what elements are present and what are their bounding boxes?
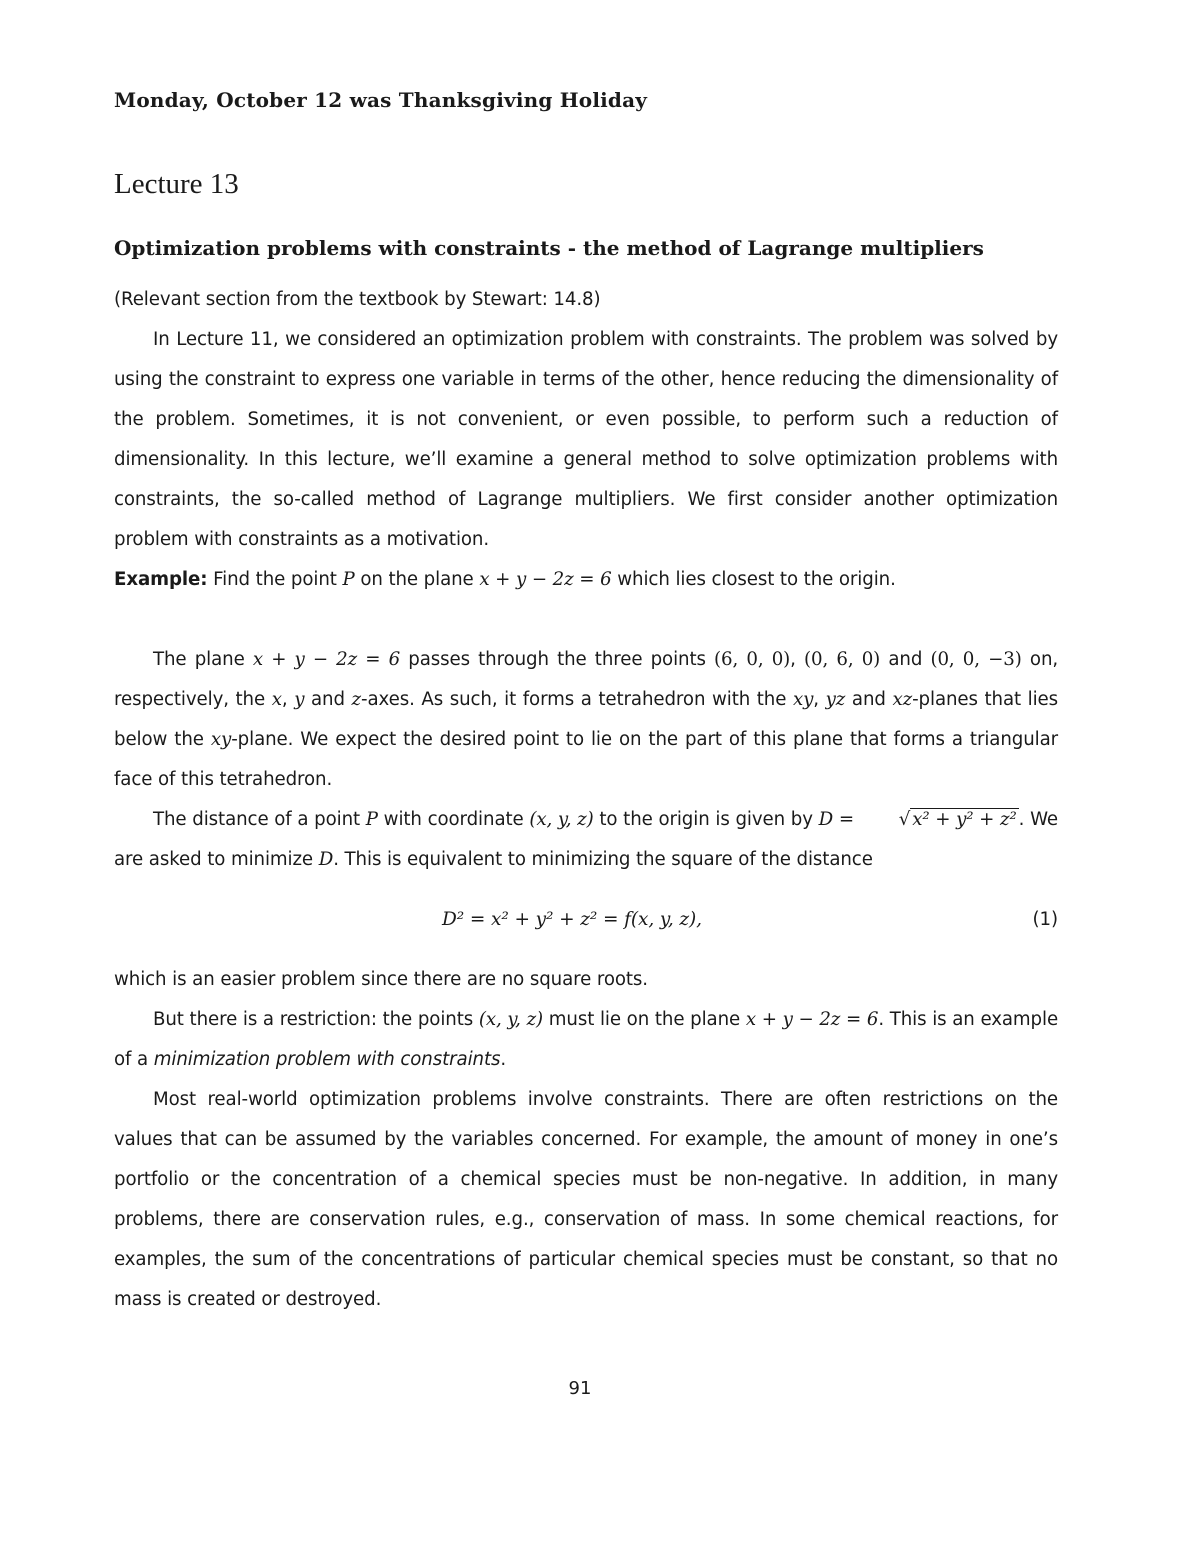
section-title: Optimization problems with constraints - the method of Lagrange multipliers (114, 236, 984, 260)
paragraph-distance: The distance of a point P with coordinate (x, y, z) to the origin is given by D = √ x² + y² + z² . We are asked to minimize D. This is equivalent to minimizing the square of the distance (114, 800, 1058, 880)
example-statement: Example: Find the point P on the plane x + y − 2z = 6 which lies closest to the origin. (114, 569, 896, 590)
equation-1 (114, 880, 1058, 960)
emphasis-term: minimization problem with constraints (153, 1049, 501, 1070)
paragraph-real-world: Most real-world optimization problems involve constraints. There are often restrictions on the values that can be assumed by the variables concerned. For example, the amount of money in one’s portfolio or the concentration of a chemical species must be non-negative. In addition, in many problems, there are conservation rules, e.g., conservation of mass. In some chemical reactions, for examples, the sum of the concentrations of particular chemical species must be constant, so that no mass is created or destroyed. (114, 1089, 1058, 1310)
relevant-section-note: (Relevant section from the textbook by Stewart: 14.8) (114, 289, 601, 310)
paragraph-plane: The plane x + y − 2z = 6 passes through the three points (6, 0, 0), (0, 6, 0) and (0, 0, −3) on, respectively, the x, y and z-axes. As such, it forms a tetrahedron with the xy, yz and xz-planes that lies below the xy-plane. We expect the desired point to lie on the part of this plane that forms a triangular face of this tetrahedron. (114, 649, 1059, 790)
plane-equation: x + y − 2z = 6 (479, 569, 612, 590)
lecture-title: Lecture 13 (114, 168, 239, 200)
page-number: 91 (568, 1378, 592, 1399)
paragraph-easier: which is an easier problem since there are no square roots. (114, 969, 648, 990)
equation-expression: D² = x² + y² + z² = f(x, y, z), (442, 909, 702, 930)
equation-number: (1) (1032, 909, 1058, 930)
example-label: Example: (114, 569, 208, 590)
holiday-note: Monday, October 12 was Thanksgiving Holiday (114, 88, 648, 112)
body-text (114, 280, 1058, 1320)
spacer (114, 600, 1058, 640)
square-root: √ x² + y² + z² (898, 809, 1017, 830)
paragraph-restriction: But there is a restriction: the points (x, y, z) must lie on the plane x + y − 2z = 6. This is an example of a minimization problem with constraints. (114, 1009, 1059, 1070)
paragraph-intro: In Lecture 11, we considered an optimization problem with constraints. The problem was solved by using the constraint to express one variable in terms of the other, hence reducing the dimensionality of the problem. Sometimes, it is not convenient, or even possible, to perform such a reduction of dimensionality. In this lecture, we’ll examine a general method to solve optimization problems with constraints, the so-called method of Lagrange multipliers. We first consider another optimization problem with constraints as a motivation. (114, 329, 1058, 550)
radical-sign: √ (898, 809, 911, 830)
